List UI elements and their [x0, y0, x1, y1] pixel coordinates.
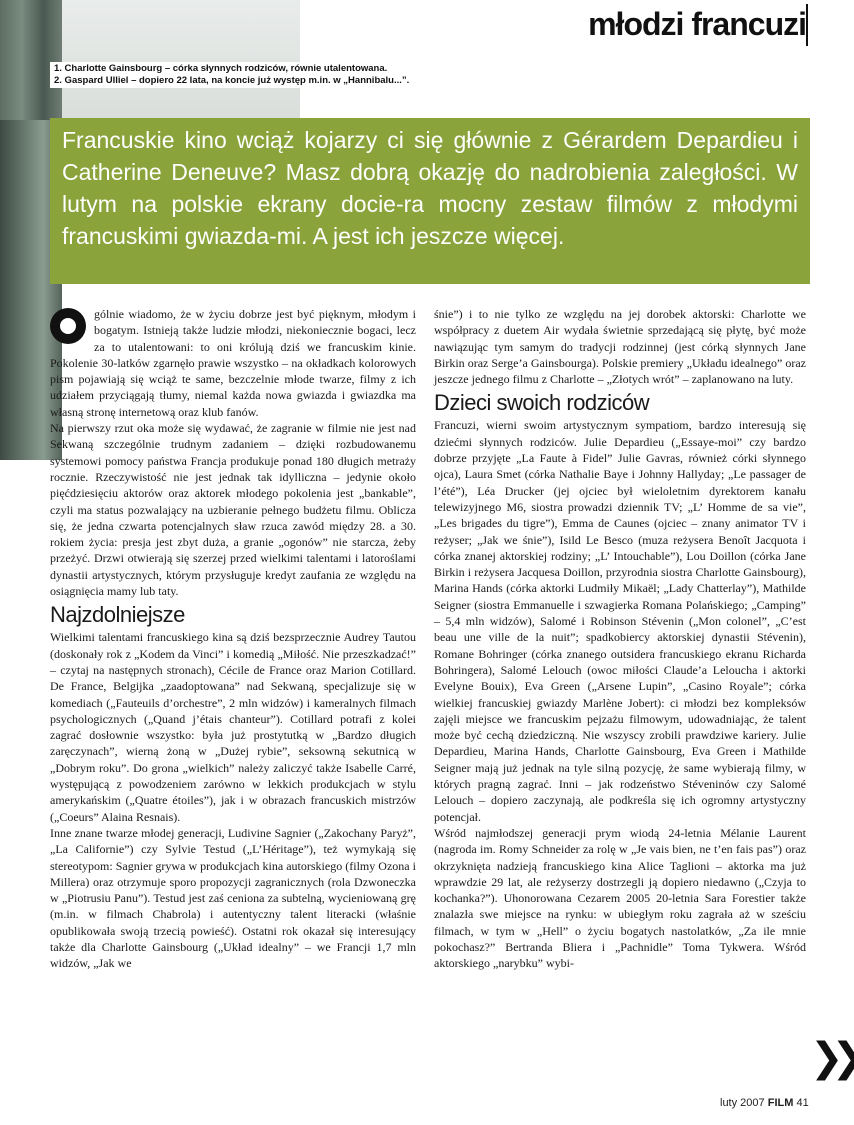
intro-paragraph — [50, 306, 416, 420]
section-rubric: młodzi francuzi — [588, 6, 806, 42]
paragraph: śnie”) i to nie tylko ze względu na jej dorobek aktorski: Charlotte we współpracy z duetem Air wydała świetnie sprzedającą się płytę, być może nawiązując tym samym do tradycji rodzinnej (jest córką słynnych Jane Birkin oraz Serge’a Gainsbourga). Polskie premiery „Układu idealnego” oraz jeszcze jednego filmu z Charlotte – „Złotych wrót” – zaplanowano na luty. — [434, 307, 806, 387]
lead-box — [50, 118, 810, 284]
intro-text: gólnie wiadomo, że w życiu dobrze jest być pięknym, młodym i bogatym. Istnieją także ludzie młodzi, niekoniecznie bogaci, lecz za to utalentowani: to oni królują dziś we francuskim kinie. Pokolenie 30-latków zgarnęło prawie wszystko – na okładkach kolorowych pism pojawiają się wciąż te same, bezczelnie młode twarze, filmy z ich udziałem przyciągają tłumy, niemal każda nowa gwiazda i gwiazdka ma własną stronę internetową oraz klub fanów. — [50, 307, 416, 419]
page-number: 41 — [796, 1097, 809, 1109]
article-column-left — [50, 306, 416, 972]
article-column-right — [434, 306, 806, 972]
lead-text: Francuskie kino wciąż kojarzy ci się głównie z Gérardem Depardieu i Catherine Deneuve? Masz dobrą okazję do nadrobienia zaległości. W lutym na polskie ekrany docie-ra mocny zestaw filmów z młodymi francuskimi gwiazda-mi. A jest ich jeszcze więcej. — [62, 127, 798, 249]
section-heading: Najzdolniejsze — [50, 602, 185, 628]
section-heading: Dzieci swoich rodziców — [434, 390, 650, 416]
paragraph: Na pierwszy rzut oka może się wydawać, że zagranie w filmie nie jest nad Sekwaną szczególnie trudnym zadaniem – dzięki rozbudowanemu systemowi pomocy państwa Francja produkuje ponad 180 długich metraży rocznie. Rzeczywistość nie jest jednak tak idylliczna – jedynie około pięćdziesięciu aktorów oraz aktorek młodego pokolenia jest „bankable”, czyli ma status pozwalający na uzbieranie pełnego budżetu filmu. Oblicza się, że jedna czwarta potencjalnych sław rzuca zawód między 28. a 30. rokiem życia: presja jest zbyt duża, a granie „ogonów” nie starcza, żeby przeżyć. Drzwi otwierają się szerzej przed wielkimi talentami i latoroślami dynastii artystycznych, którym przysługuje kredyt zaufania ze względu na osiągnięcia mamy lub taty. — [50, 421, 416, 599]
folio — [720, 1097, 809, 1109]
paragraph: Wielkimi talentami francuskiego kina są dziś bezsprzecznie Audrey Tautou (doskonały rok z „Kodem da Vinci” i komedią „Miłość. Nie przeszkadzać!” – czytaj na następnych stronach), Cécile de France oraz Marion Cotillard. De France, Belgijka „zaadoptowana” nad Sekwaną, specjalizuje się w komediach („Fauteuils d’orchestre”, 2 mln widzów) i kameralnych filmach psychologicznych („Quand j’étais chanteur”). Cotillard potrafi z kolei zagrać dosłownie wszystko: była już prostytutką w „Bardzo długich zaręczynach”, wierną żoną w „Dużej rybie”, seksowną sekutnicą w „Dobrym roku”. Do grona „wielkich” należy zaliczyć także Isabelle Carré, występującą z powodzeniem zarówno w lekkich produkcjach w stylu amerykańskim („Quatre étoiles”), jak i w obrazach francuskich mistrzów („Coeurs” Alaina Resnais). — [50, 630, 416, 824]
caption-1: 1. Charlotte Gainsbourg – córka słynnych rodziców, równie utalentowana. — [54, 63, 388, 74]
folio-issue: luty 2007 — [720, 1097, 765, 1109]
drop-cap — [50, 308, 86, 344]
paragraph: Francuzi, wierni swoim artystycznym sympatiom, bardzo interesują się dziećmi słynnych rodziców. Julie Depardieu („Essaye-moi” czy bardzo dobrze przyjęte „La Faute à Fidel” Julie Gavras, również córki słynnego ojca), Laura Smet (córka Nathalie Baye i Johnny Hallyday; „Le passager de l’été”), Léa Drucker (jej ojciec był wieloletnim dyrektorem kanału telewizyjnego M6, siostra prowadzi dziennik TV; „L’ Homme de sa vie”, „Les brigades du tigre”), Emma de Caunes (ojciec – znany animator TV i reżyser; „Jak we śnie”), Isild Le Besco (muza reżysera Benoît Jacquota i córka znanej aktorskiej rodziny; „L’ Intouchable”), Lou Doillon (córka Jane Birkin i reżysera Jacquesa Doillon, przyrodnia siostra Charlotte Gainsbourg), Marina Hands (córka aktorki Ludmiły Mikaël; „Lady Chatterlay”), Mathilde Seigner (siostra Emmanuelle i szwagierka Romana Polańskiego; „Camping” – 5,4 mln widzów), Salomé i Robinson Stévenin („Mon colonel”, „C’est beau une ville de la nuit”; spadkobiercy aktorskiej dynastii Stévenin), Romane Bohringer (córka znanego outsidera francuskiego ekranu Richarda Bohringera), Salomé Lelouch (owoc miłości Claude’a Leloucha i aktorki Evelyne Bouix), Eva Green („Arsene Lupin”, „Casino Royale”; córka wielkiej francuskiej gwiazdy Marlène Jobert): ci młodzi bez kompleksów zajęli miejsce we francuskim pejzażu filmowym, udowadniając, że talent może być cechą dziedziczną. Nie wszyscy zrobili prawdziwe kariery. Julie Depardieu, Marina Hands, Charlotte Gainsbourg, Eva Green i Mathilde Seigner mają już jednak na tyle silną pozycję, że same wybierają filmy, w których pragną zagrać. Inni – jak rodzeństwo Stéveninów czy Salomé Lelouch – dopiero zaczynają, ale podkreśla się ich ogromny artystyczny potencjał. — [434, 418, 806, 824]
double-chevron-right-icon: ❯❯ — [810, 1035, 854, 1081]
paragraph: Inne znane twarze młodej generacji, Ludivine Sagnier („Zakochany Paryż”, „La Californie”) czy Sylvie Testud („L’Héritage”), też wymykają się stereotypom: Sagnier grywa w produkcjach kina autorskiego (filmy Ozona i Millera) oraz otrzymuje sporo propozycji zagranicznych (rola Dzwoneczka w „Piotrusiu Panu”). Testud jest zaś ceniona za subtelną, wycieniowaną grę (m.in. w filmach Chabrola) i autentyczny talent literacki (właśnie opublikowała swoją trzecią powieść). Ostatni rok okazał się interesujący także dla Charlotte Gainsbourg („Układ idealny” – we Francji 1,7 mln widzów, „Jak we — [50, 825, 416, 971]
rubric-divider — [806, 4, 808, 46]
photo-captions — [50, 62, 478, 88]
folio-magazine: FILM — [767, 1097, 794, 1109]
caption-2: 2. Gaspard Ulliel – dopiero 22 lata, na koncie już występ m.in. w „Hannibalu...”. — [54, 75, 410, 86]
paragraph: Wśród najmłodszej generacji prym wiodą 24-letnia Mélanie Laurent (nagroda im. Romy Schneider za rolę w „Je vais bien, ne t’en fais pas”) oraz okrzyknięta nadzieją francuskiego kina Alice Taglioni – aktorka ma już wprawdzie 29 lat, ale reżyserzy dostrzegli ją dopiero niedawno („Czyja to kochanka?”). Uhonorowana Cezarem 2005 20-letnia Sara Forestier także znalazła swe miejsce na rynku: w ubiegłym roku zagrała aż w sześciu filmach, w tym w „Hell” o życiu bogatych nastolatków, „Za ile mnie pokochasz?” Bertranda Bliera i „Pachnidle” Toma Tykwera. Wśród aktorskiego „narybku” wybi- — [434, 825, 806, 971]
